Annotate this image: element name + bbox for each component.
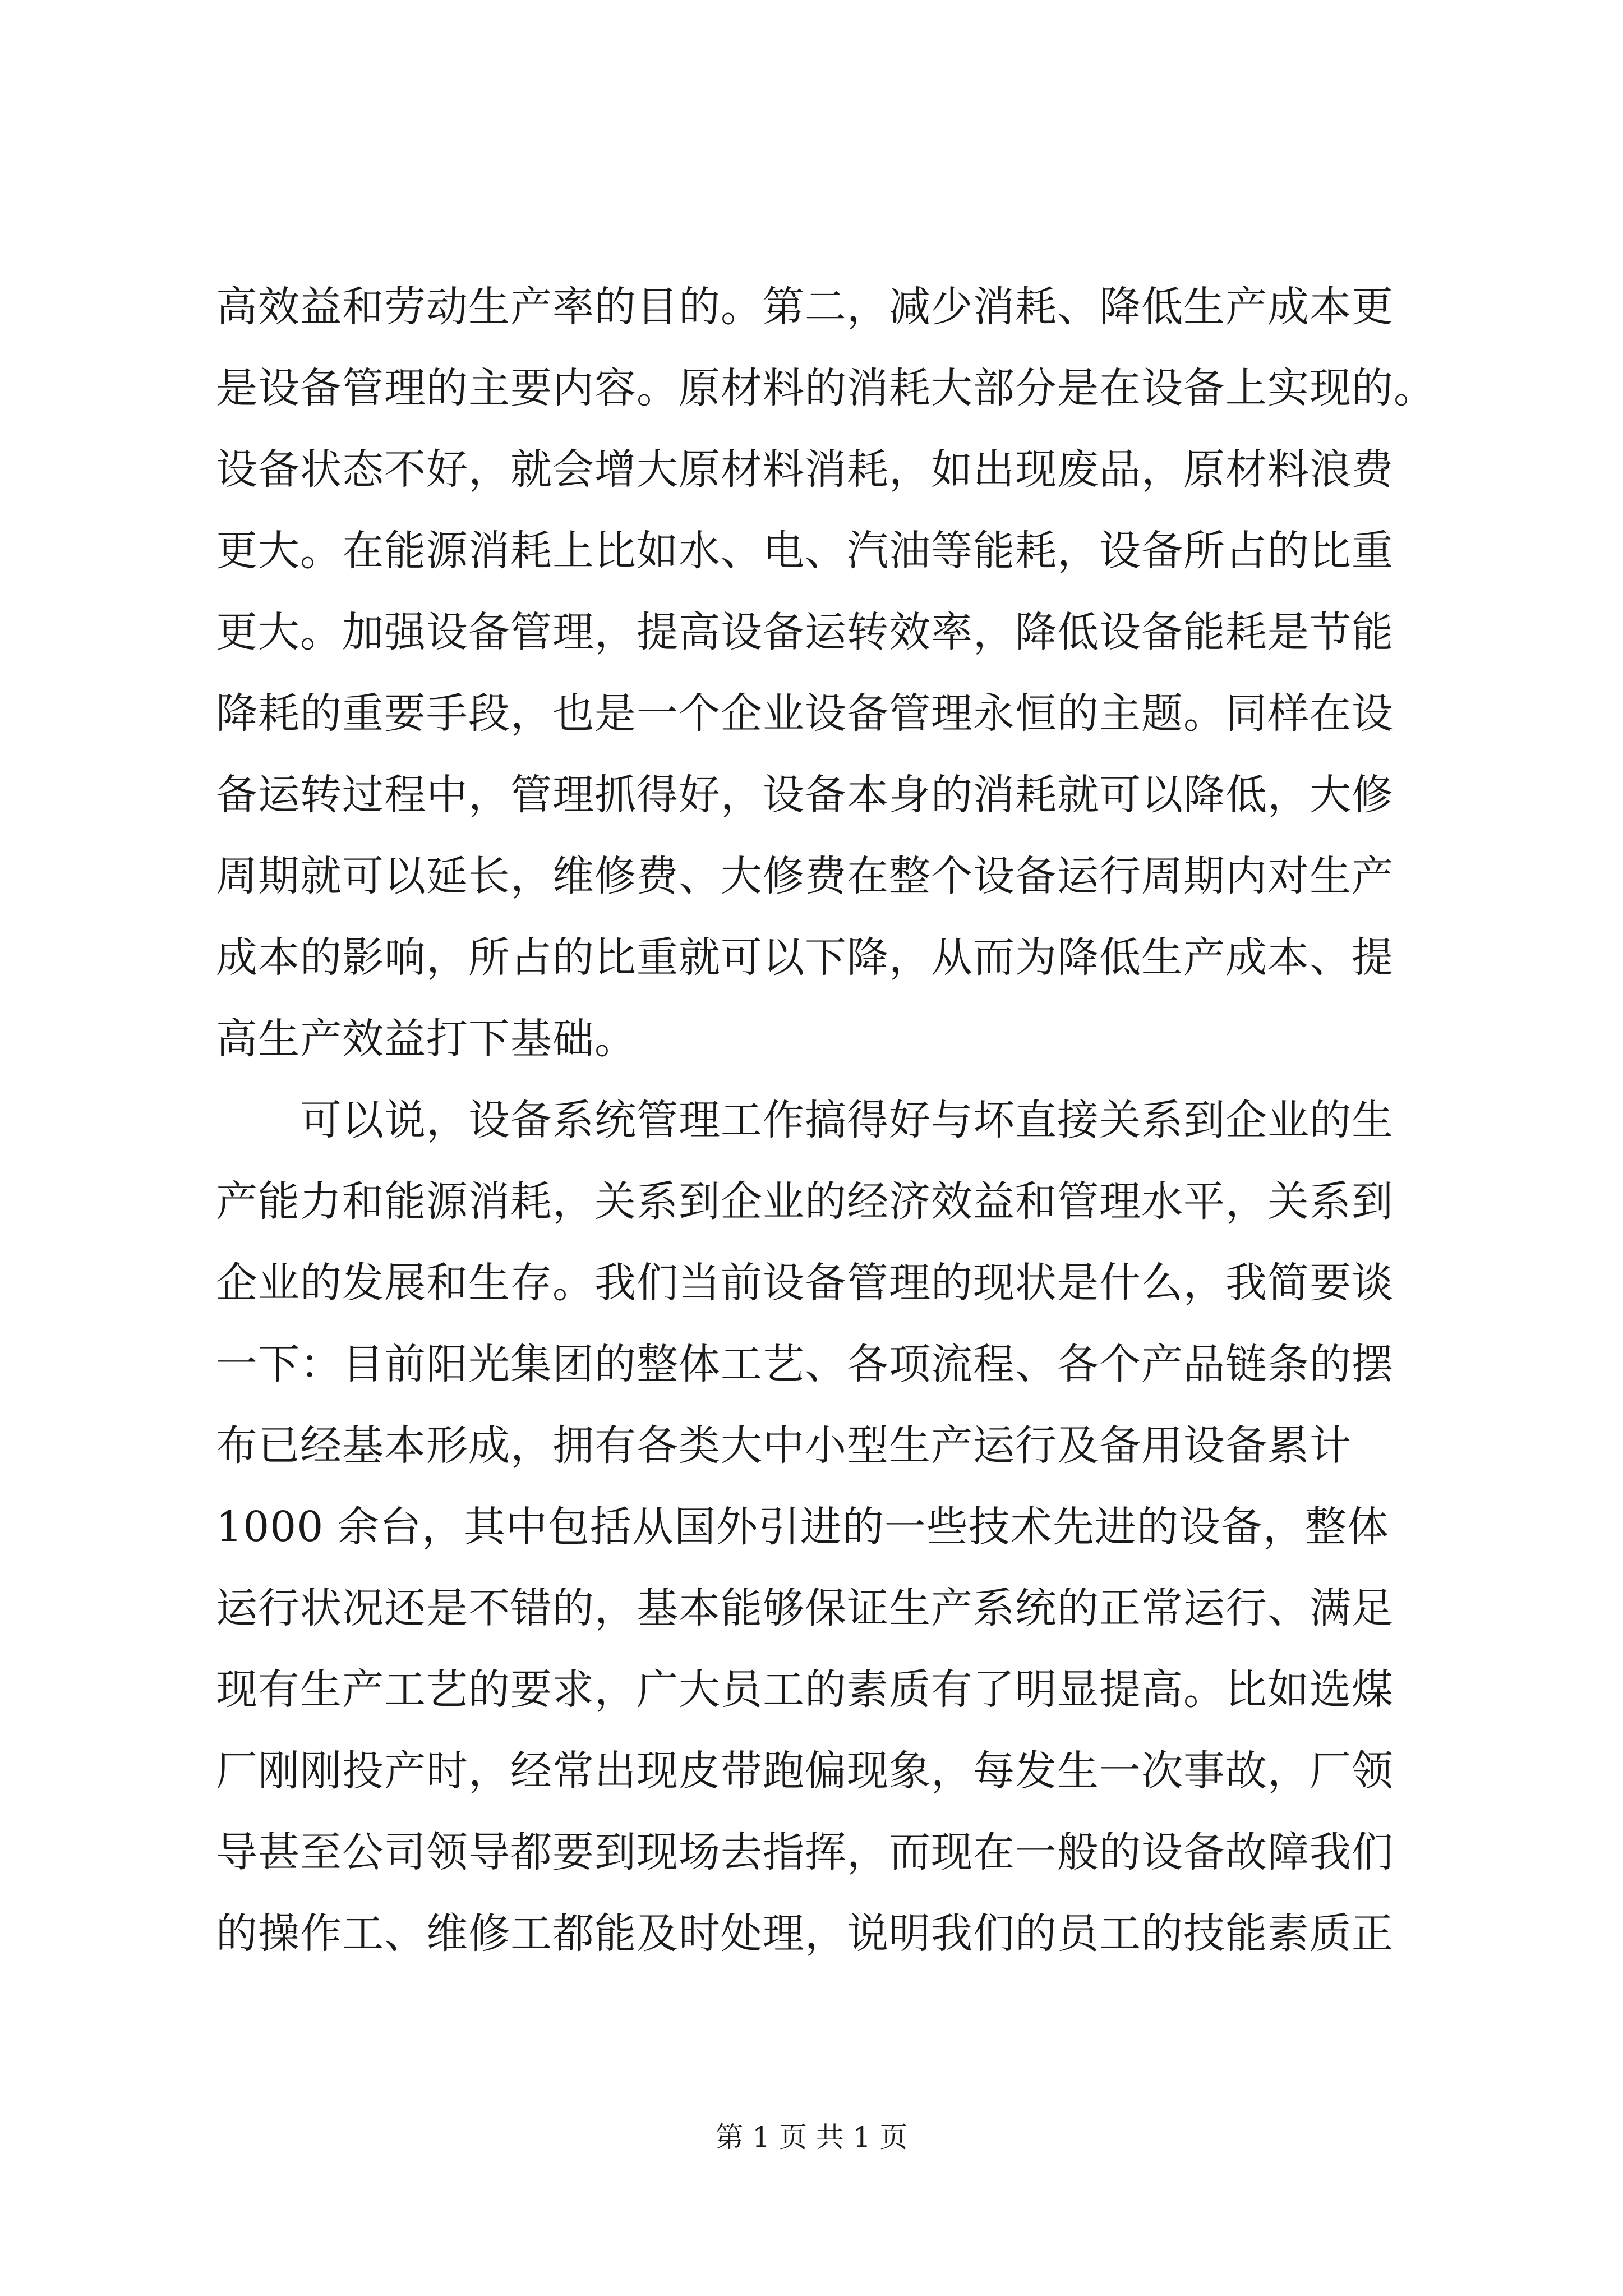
page-footer [0,2120,1623,2154]
text-line: 导甚至公司领导都要到现场去指挥，而现在一般的设备故障我们 [216,1828,1394,1876]
text-line: 产能力和能源消耗，关系到企业的经济效益和管理水平，关系到 [216,1177,1394,1226]
text-line: 高效益和劳动生产率的目的。第二，减少消耗、降低生产成本更 [216,283,1394,331]
text-line: 企业的发展和生存。我们当前设备管理的现状是什么，我简要谈 [216,1259,1394,1307]
text-line: 成本的影响，所占的比重就可以下降，从而为降低生产成本、提 [216,933,1394,982]
text-line: 更大。加强设备管理，提高设备运转效率，降低设备能耗是节能 [216,608,1394,656]
text-line: 布已经基本形成，拥有各类大中小型生产运行及备用设备累计 [216,1421,1352,1470]
text-line: 厂刚刚投产时，经常出现皮带跑偏现象，每发生一次事故，厂领 [216,1747,1394,1795]
text-line: 周期就可以延长，维修费、大修费在整个设备运行周期内对生产 [216,852,1394,900]
text-line: 备运转过程中，管理抓得好，设备本身的消耗就可以降低，大修 [216,771,1394,819]
text-line: 一下：目前阳光集团的整体工艺、各项流程、各个产品链条的摆 [216,1340,1394,1388]
text-line: 是设备管理的主要内容。原材料的消耗大部分是在设备上实现的。 [216,364,1436,412]
text-line: 降耗的重要手段，也是一个企业设备管理永恒的主题。同样在设 [216,689,1394,738]
text-line: 高生产效益打下基础。 [216,1015,637,1063]
text-line: 1000 余台，其中包括从国外引进的一些技术先进的设备，整体 [216,1503,1389,1551]
paragraph-start-line: 可以说，设备系统管理工作搞得好与坏直接关系到企业的生 [300,1096,1394,1144]
page-number: 第 1 页 共 1 页 [715,2121,908,2154]
text-line: 的操作工、维修工都能及时处理，说明我们的员工的技能素质正 [216,1910,1394,1958]
body-text [216,266,1483,1975]
text-line: 设备状态不好，就会增大原材料消耗，如出现废品，原材料浪费 [216,445,1394,494]
text-line: 现有生产工艺的要求，广大员工的素质有了明显提高。比如选煤 [216,1665,1394,1714]
text-line: 运行状况还是不错的，基本能够保证生产系统的正常运行、满足 [216,1584,1394,1632]
text-line: 更大。在能源消耗上比如水、电、汽油等能耗，设备所占的比重 [216,527,1394,575]
